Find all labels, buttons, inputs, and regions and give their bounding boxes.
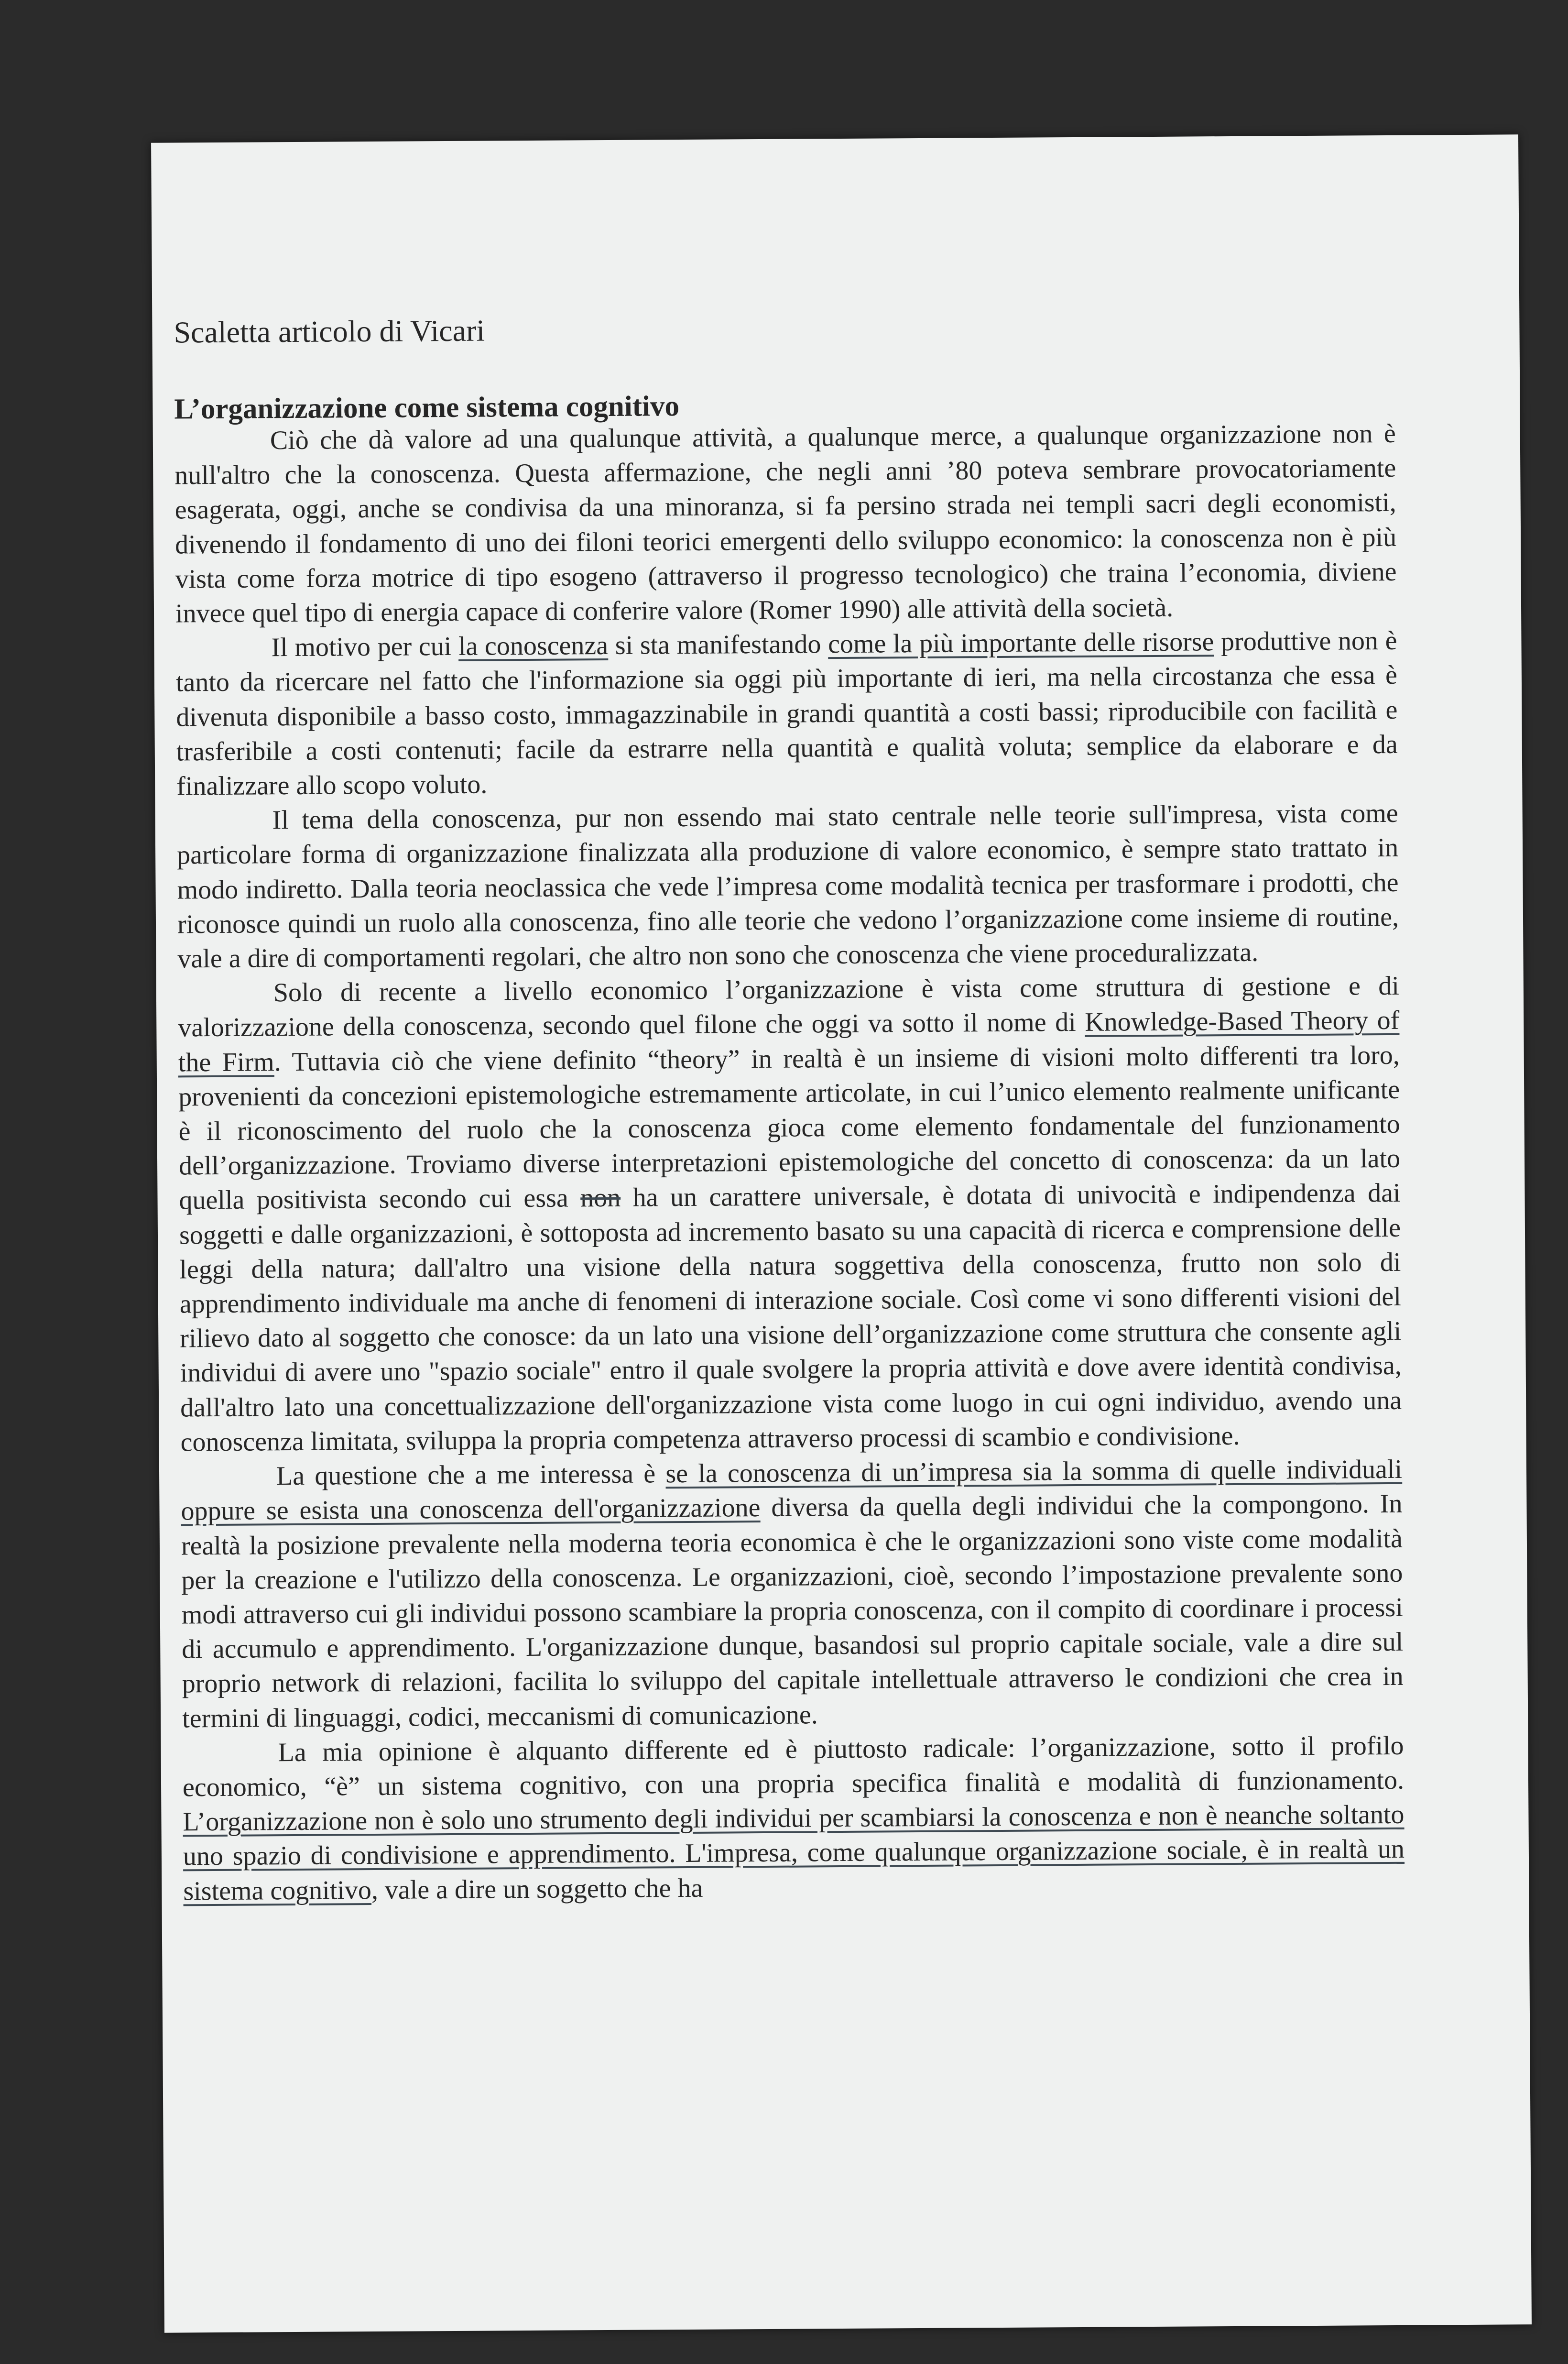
paragraph-1 — [174, 416, 1397, 631]
text-run: si sta manifestando — [608, 629, 828, 661]
text-run: Il motivo per cui — [271, 632, 459, 663]
document-heading: Scaletta articolo di Vicari — [174, 313, 485, 350]
section-title: L’organizzazione come sistema cognitivo — [174, 390, 680, 426]
text-run: , vale a dire un soggetto che ha — [371, 1873, 703, 1905]
paragraph-5 — [181, 1452, 1404, 1736]
handwritten-underline: se la conoscenza di un’impresa sia la somma di quelle individuali oppure se esista una conoscenza dell'organizzazione — [181, 1454, 1403, 1526]
text-run: produttive non è tanto da ricercare nel fatto che l'informazione sia oggi più importante di ieri, ma nella circostanza che essa è divenuta disponibile a basso costo, immagazzinabile in grandi quantità a costi bassi; riproducibile con facilità e trasferibile a costi contenuti; facile da estrarre nella quantità e qualità voluta; semplice da elaborare e da finalizzare allo scopo voluto. — [175, 626, 1398, 801]
handwritten-underline: come la più importante delle risorse — [828, 627, 1214, 659]
text-run: diversa da quella degli individui che la compongono. In realtà la posizione prevalente nella moderna teoria economica è che le organizzazioni sono viste come modalità per la creazione e l'utilizzo della conoscenza. Le organizzazioni, cioè, secondo l’impostazione prevalente sono modi attraverso cui gli individui possono scambiare la propria conoscenza, con il compito di coordinare i processi di accumulo e apprendimento. L'organizzazione dunque, basandosi sul proprio capitale sociale, vale a dire sul proprio network di relazioni, facilita lo sviluppo del capitale intellettuale attraverso le condizioni che crea in termini di linguaggi, codici, meccanismi di comunicazione. — [181, 1489, 1404, 1733]
page-text-area — [173, 135, 1407, 2333]
text-run: Il tema della conoscenza, pur non essendo mai stato centrale nelle teorie sull'impresa, vista come particolare forma di organizzazione finalizzata alla produzione di valore economico, è sempre stato trattato in modo indiretto. Dalla teoria neoclassica che vede l’impresa come modalità tecnica per trasformare i prodotti, che riconosce quindi un ruolo alla conoscenza, fino alle teorie che vedono l’organizzazione come insieme di routine, vale a dire di comportamenti regolari, che altro non sono che conoscenza che viene proceduralizzata. — [176, 799, 1399, 974]
handwritten-underline: L’organizzazione non è solo uno strumento degli individui per scambiarsi la conoscenza e non è neanche soltanto uno spazio di condivisione e apprendimento. L'impresa, come qualunque organizzazione sociale, è in realtà un sistema cognitivo — [183, 1799, 1405, 1906]
handwritten-underline: la conoscenza — [458, 631, 609, 662]
paragraph-6 — [182, 1729, 1405, 1909]
paper-sheet — [151, 134, 1532, 2332]
paragraph-2 — [175, 624, 1398, 804]
text-run: Ciò che dà valore ad una qualunque attività, a qualunque merce, a qualunque organizzazione non è null'altro che la conoscenza. Questa affermazione, che negli anni ’80 poteva sembrare provocatoriamente esagerata, oggi, anche se condivisa da una minoranza, si fa persino strada nei templi sacri degli economisti, divenendo il fondamento di uno dei filoni teorici emergenti dello sviluppo economico: la conoscenza non è più vista come forza motrice di tipo esogeno (attraverso il progresso tecnologico) che traina l’economia, diviene invece quel tipo di energia capace di conferire valore (Romer 1990) alle attività della società. — [174, 418, 1397, 629]
text-run: ha un carattere universale, è dotata di univocità e indipendenza dai soggetti e dalle organizzazioni, è sottoposta ad incremento basato su una capacità di ricerca e comprensione delle leggi della natura; dall'altro una visione della natura soggettiva della conoscenza, frutto non solo di apprendimento individuale ma anche di fenomeni di interazione sociale. Così come vi sono differenti visioni del rilievo dato al soggetto che conosce: da un lato una visione dell’organizzazione come struttura che consente agli individui di avere uno "spazio sociale" entro il quale svolgere la propria attività e dove avere identità condivisa, dall'altro lato una concettualizzazione dell'organizzazione vista come luogo in cui ogni individuo, avendo una conoscenza limitata, sviluppa la propria competenza attraverso processi di scambio e condivisione. — [179, 1178, 1402, 1457]
text-run: . Tuttavia ciò che viene definito “theory” in realtà è un insieme di visioni molto differenti tra loro, provenienti da concezioni epistemologiche estremamente articolate, in cui l’unico elemento realmente unificante è il riconoscimento del ruolo che la conoscenza gioca come elemento fondamentale del funzionamento dell’organizzazione. Troviamo diverse interpretazioni epistemologiche del concetto di conoscenza: da un lato quella positivista secondo cui essa — [178, 1040, 1401, 1215]
paragraph-3 — [176, 796, 1399, 976]
handwritten-underline: Knowledge-Based Theory of the Firm — [178, 1006, 1400, 1078]
text-run: Solo di recente a livello economico l’organizzazione è vista come struttura di gestione e di valorizzazione della conoscenza, secondo quel filone che oggi va sotto il nome di — [178, 971, 1400, 1043]
text-run: La mia opinione è alquanto differente ed è piuttosto radicale: l’organizzazione, sotto il profilo economico, “è” un sistema cognitivo, con una propria specifica finalità e modalità di funzionamento. — [182, 1730, 1405, 1803]
paragraph-4 — [178, 969, 1402, 1459]
text-run: La questione che a me interessa è — [276, 1459, 666, 1491]
article-body — [174, 416, 1405, 1908]
handwritten-strikethrough: non — [580, 1183, 621, 1213]
